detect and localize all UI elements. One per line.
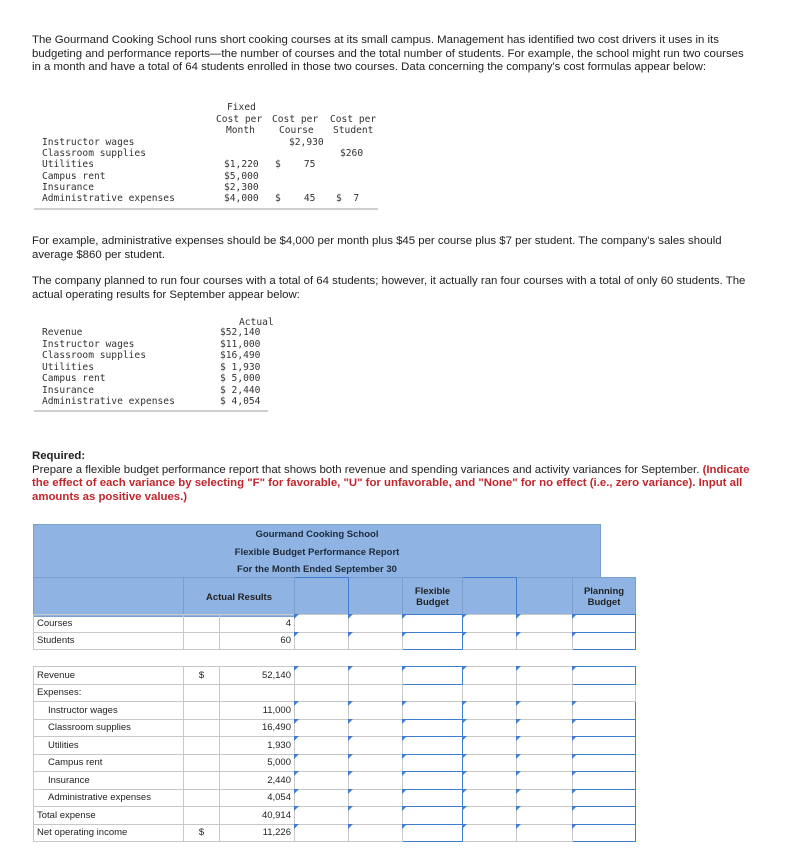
amount-input[interactable]: [295, 807, 349, 825]
amount-input[interactable]: [403, 772, 463, 790]
actual-expense: 1,930: [220, 737, 295, 755]
amount-input[interactable]: [463, 667, 517, 685]
actual-row-value: $11,000: [220, 339, 261, 350]
variance-select[interactable]: [517, 789, 573, 807]
amount-input[interactable]: [403, 702, 463, 720]
variance-select[interactable]: [517, 719, 573, 737]
row-label-students: Students: [34, 632, 184, 650]
amount-input[interactable]: [295, 667, 349, 685]
row-label-revenue: Revenue: [34, 667, 184, 685]
table-row: [34, 684, 636, 702]
variance-select[interactable]: [349, 702, 403, 720]
variance-select[interactable]: [349, 667, 403, 685]
amount-input[interactable]: [403, 789, 463, 807]
amount-input[interactable]: [403, 737, 463, 755]
variance-select[interactable]: [349, 737, 403, 755]
variance-select[interactable]: [517, 807, 573, 825]
table-row: [34, 824, 636, 842]
variance-select[interactable]: [349, 615, 403, 633]
cost-row-label: Classroom supplies: [42, 148, 146, 159]
actual-row-label: Utilities: [42, 362, 94, 373]
row-label-expense: Classroom supplies: [34, 719, 184, 737]
variance-select[interactable]: [517, 772, 573, 790]
required-section: [32, 450, 752, 504]
actual-row-value: $ 4,054: [220, 396, 261, 407]
actual-revenue: 52,140: [220, 667, 295, 685]
actual-header: Actual: [239, 317, 274, 328]
actual-row-value: $ 2,440: [220, 385, 261, 396]
actual-expense: 5,000: [220, 754, 295, 772]
amount-input[interactable]: [463, 824, 517, 842]
amount-input[interactable]: [295, 737, 349, 755]
amount-input[interactable]: [295, 632, 349, 650]
planned-paragraph: The company planned to run four courses with a total of 64 students; however, it actually ran four courses with a total of only 60 students. The actual operating results for September appear below:: [32, 275, 746, 301]
table-row: [34, 667, 636, 685]
amount-input[interactable]: [573, 667, 636, 685]
actual-row-label: Administrative expenses: [42, 396, 175, 407]
variance-select[interactable]: [517, 754, 573, 772]
cost-row-fixed: $2,300: [224, 182, 259, 193]
row-label-expense: Insurance: [34, 772, 184, 790]
variance-select[interactable]: [349, 807, 403, 825]
cost-row-fixed: $4,000: [224, 193, 259, 204]
amount-input[interactable]: [463, 719, 517, 737]
amount-input[interactable]: [573, 702, 636, 720]
table-row: [34, 737, 636, 755]
actual-expense: 4,054: [220, 789, 295, 807]
actual-students: 60: [220, 632, 295, 650]
amount-input[interactable]: [463, 772, 517, 790]
amount-input[interactable]: [463, 789, 517, 807]
activity-table: [33, 614, 636, 650]
header-select-1[interactable]: [295, 578, 349, 617]
actual-total-expense: 40,914: [220, 807, 295, 825]
col-actual-results: Actual Results: [184, 578, 295, 617]
required-text: Prepare a flexible budget performance report that shows both revenue and spending variances and activity variances for September.: [32, 463, 700, 476]
amount-input[interactable]: [403, 807, 463, 825]
amount-input[interactable]: [403, 719, 463, 737]
amount-input[interactable]: [573, 789, 636, 807]
financial-table: [33, 666, 636, 842]
actual-row-value: $ 1,930: [220, 362, 261, 373]
variance-select[interactable]: [517, 667, 573, 685]
cost-row-label: Campus rent: [42, 171, 106, 182]
cost-row-label: Insurance: [42, 182, 94, 193]
actual-expense: 2,440: [220, 772, 295, 790]
amount-input[interactable]: [573, 754, 636, 772]
actual-row-label: Campus rent: [42, 373, 106, 384]
amount-input[interactable]: [295, 754, 349, 772]
cost-row-label: Utilities: [42, 159, 94, 170]
actual-row-label: Revenue: [42, 327, 83, 338]
amount-input[interactable]: [403, 615, 463, 633]
amount-input[interactable]: [573, 632, 636, 650]
variance-select[interactable]: [349, 772, 403, 790]
actual-row-value: $52,140: [220, 327, 261, 338]
column-header-row: [33, 577, 636, 617]
amount-input[interactable]: [573, 615, 636, 633]
table-row: [34, 719, 636, 737]
report-header: [33, 524, 601, 580]
header-select-2[interactable]: [463, 578, 517, 617]
variance-select[interactable]: [349, 824, 403, 842]
variance-select[interactable]: [349, 754, 403, 772]
actual-row-value: $16,490: [220, 350, 261, 361]
row-label-expense: Utilities: [34, 737, 184, 755]
course-header-1: Cost per: [272, 114, 319, 125]
amount-input[interactable]: [463, 632, 517, 650]
cost-row-course: $ 45: [275, 193, 316, 204]
cost-row-course: $2,930: [289, 137, 324, 148]
dollar-sign: $: [184, 667, 220, 685]
row-label-total-expense: Total expense: [34, 807, 184, 825]
variance-select[interactable]: [517, 702, 573, 720]
variance-select[interactable]: [517, 824, 573, 842]
cost-row-student: $ 7: [336, 193, 360, 204]
actual-expense: 16,490: [220, 719, 295, 737]
fixed-header-1: Fixed: [227, 102, 256, 113]
amount-input[interactable]: [463, 754, 517, 772]
amount-input[interactable]: [295, 824, 349, 842]
amount-input[interactable]: [573, 772, 636, 790]
amount-input[interactable]: [295, 772, 349, 790]
variance-select[interactable]: [349, 632, 403, 650]
variance-select[interactable]: [349, 719, 403, 737]
actual-row-label: Insurance: [42, 385, 94, 396]
table-row: [34, 632, 636, 650]
amount-input[interactable]: [573, 737, 636, 755]
example-paragraph: For example, administrative expenses should be $4,000 per month plus $45 per course plus $7 per student. The company's sales should average $860 per student.: [32, 235, 722, 261]
table-row: [34, 702, 636, 720]
student-header-2: Student: [333, 125, 374, 136]
table-row: [34, 772, 636, 790]
dollar-sign: $: [184, 824, 220, 842]
fixed-header-3: Month: [226, 125, 255, 136]
actual-net-income: 11,226: [220, 824, 295, 842]
actual-row-label: Instructor wages: [42, 339, 135, 350]
variance-select[interactable]: [517, 632, 573, 650]
fixed-header-2: Cost per: [216, 114, 263, 125]
col-planning-budget: Planning Budget: [573, 578, 636, 617]
row-label-net-income: Net operating income: [34, 824, 184, 842]
amount-input[interactable]: [403, 754, 463, 772]
cost-row-fixed: $5,000: [224, 171, 259, 182]
amount-input[interactable]: [463, 737, 517, 755]
amount-input[interactable]: [295, 719, 349, 737]
amount-input[interactable]: [295, 615, 349, 633]
table-row: [34, 807, 636, 825]
table-divider: [34, 410, 268, 412]
required-instruction: (Indicate the effect of each variance by selecting "F" for favorable, "U" for unfavorable, and "None" for no effect (i.e., zero variance). Input all amounts as positive values.): [32, 463, 750, 503]
amount-input[interactable]: [573, 807, 636, 825]
amount-input[interactable]: [295, 789, 349, 807]
cost-row-label: Instructor wages: [42, 137, 135, 148]
variance-select[interactable]: [517, 737, 573, 755]
actual-row-label: Classroom supplies: [42, 350, 146, 361]
cost-row-label: Administrative expenses: [42, 193, 175, 204]
table-row: [34, 789, 636, 807]
report-period: For the Month Ended September 30: [237, 564, 397, 575]
amount-input[interactable]: [463, 702, 517, 720]
amount-input[interactable]: [463, 807, 517, 825]
amount-input[interactable]: [295, 702, 349, 720]
actual-expense: 11,000: [220, 702, 295, 720]
row-label-expense: Administrative expenses: [34, 789, 184, 807]
student-header-1: Cost per: [330, 114, 377, 125]
table-row: [34, 754, 636, 772]
table-divider: [34, 208, 378, 210]
amount-input[interactable]: [573, 719, 636, 737]
cost-row-course: $ 75: [275, 159, 316, 170]
col-flexible-budget: Flexible Budget: [403, 578, 463, 617]
amount-input[interactable]: [403, 667, 463, 685]
variance-select[interactable]: [349, 789, 403, 807]
row-label-courses: Courses: [34, 615, 184, 633]
cost-row-student: $260: [340, 148, 364, 159]
row-label-expenses: Expenses:: [34, 684, 184, 702]
required-title: Required:: [32, 450, 86, 462]
report-subtitle: Flexible Budget Performance Report: [234, 546, 400, 558]
cost-row-fixed: $1,220: [224, 159, 259, 170]
course-header-2: Course: [279, 125, 314, 136]
report-title: Gourmand Cooking School: [255, 529, 379, 540]
intro-paragraph: The Gourmand Cooking School runs short cooking courses at its small campus. Management has identified two cost drivers it uses in its budgeting and performance reports—the number of courses and the total number of students. For example, the school might run two courses in a month and have a total of 64 students enrolled in those two courses. Data concerning the company's cost formulas appear below:: [32, 34, 744, 73]
table-row: [34, 615, 636, 633]
actual-row-value: $ 5,000: [220, 373, 261, 384]
amount-input[interactable]: [463, 615, 517, 633]
variance-select[interactable]: [517, 615, 573, 633]
amount-input[interactable]: [573, 824, 636, 842]
row-label-expense: Instructor wages: [34, 702, 184, 720]
actual-courses: 4: [220, 615, 295, 633]
row-label-expense: Campus rent: [34, 754, 184, 772]
amount-input[interactable]: [403, 632, 463, 650]
amount-input[interactable]: [403, 824, 463, 842]
